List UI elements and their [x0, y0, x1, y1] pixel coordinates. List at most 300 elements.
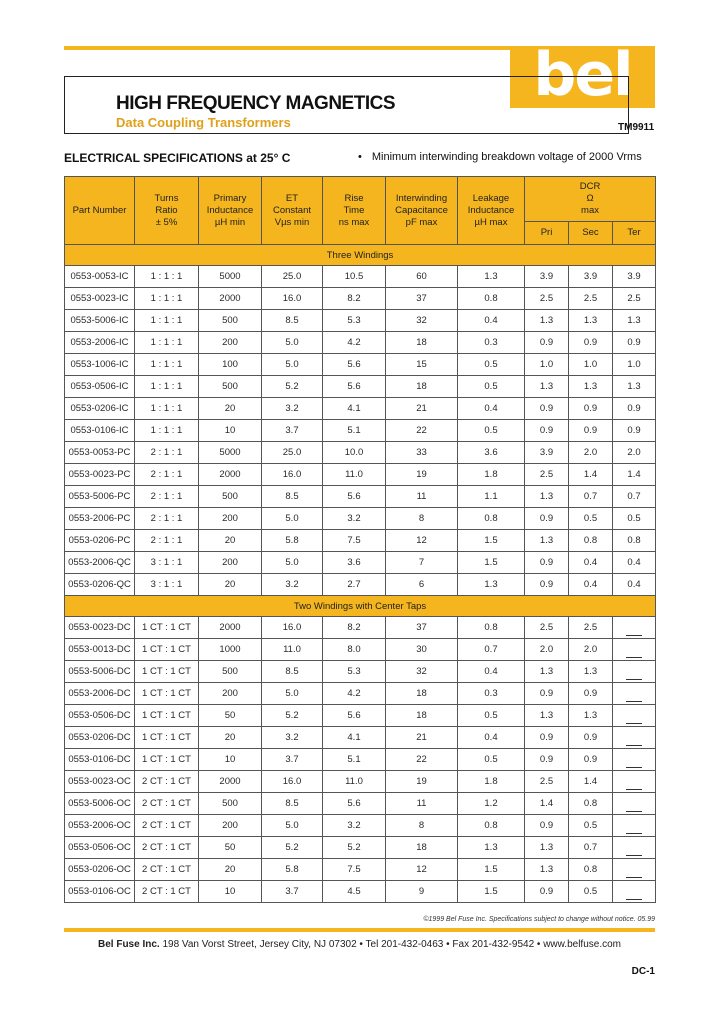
- table-cell: 16.0: [262, 771, 323, 793]
- table-cell: 16.0: [262, 617, 323, 639]
- table-cell: 1.2: [458, 793, 525, 815]
- table-cell: 1.3: [569, 376, 613, 398]
- table-cell: 0.9: [525, 683, 569, 705]
- table-cell: 32: [386, 310, 458, 332]
- table-cell: 8.5: [262, 486, 323, 508]
- table-cell: 10.0: [323, 442, 386, 464]
- table-cell: 60: [386, 266, 458, 288]
- table-cell: 25.0: [262, 266, 323, 288]
- table-cell: 11: [386, 793, 458, 815]
- table-row: [65, 639, 656, 661]
- table-cell: 1 CT : 1 CT: [135, 683, 199, 705]
- table-cell: 0553-0023-DC: [65, 617, 135, 639]
- table-cell: 5.8: [262, 530, 323, 552]
- dash-mark: [626, 781, 642, 790]
- table-cell: 0553-0206-IC: [65, 398, 135, 420]
- table-cell: 2000: [199, 288, 262, 310]
- table-cell: 8.5: [262, 793, 323, 815]
- table-cell: 10: [199, 881, 262, 903]
- table-cell: 1.0: [613, 354, 656, 376]
- table-cell: 200: [199, 815, 262, 837]
- table-cell: 500: [199, 376, 262, 398]
- table-row: [65, 837, 656, 859]
- table-cell: 1.3: [569, 310, 613, 332]
- table-cell: 5000: [199, 442, 262, 464]
- table-cell: 0.7: [569, 486, 613, 508]
- table-cell: 5.8: [262, 859, 323, 881]
- table-cell: 0553-2006-QC: [65, 552, 135, 574]
- table-cell: 0.8: [569, 859, 613, 881]
- table-cell: 3.9: [525, 266, 569, 288]
- table-cell: 33: [386, 442, 458, 464]
- table-row: [65, 815, 656, 837]
- table-cell: 10.5: [323, 266, 386, 288]
- table-cell: 10: [199, 420, 262, 442]
- table-cell: 0553-2006-IC: [65, 332, 135, 354]
- table-cell: 0.9: [525, 552, 569, 574]
- table-cell: 1.5: [458, 859, 525, 881]
- table-cell: 1.3: [525, 661, 569, 683]
- table-cell: 0.4: [613, 552, 656, 574]
- table-cell: 0553-0206-QC: [65, 574, 135, 596]
- table-cell: 1 : 1 : 1: [135, 266, 199, 288]
- table-cell: 2 CT : 1 CT: [135, 837, 199, 859]
- table-row: [65, 464, 656, 486]
- table-cell: 1 : 1 : 1: [135, 310, 199, 332]
- table-cell: 0.5: [613, 508, 656, 530]
- table-cell: 0.4: [458, 310, 525, 332]
- table-cell: 5.0: [262, 508, 323, 530]
- table-cell: 3.2: [323, 815, 386, 837]
- table-cell: 0.9: [569, 683, 613, 705]
- table-cell: [613, 661, 656, 683]
- table-cell: 100: [199, 354, 262, 376]
- document-code: TM9911: [618, 122, 655, 133]
- table-cell: [613, 705, 656, 727]
- table-cell: 5.1: [323, 420, 386, 442]
- table-cell: 16.0: [262, 288, 323, 310]
- dash-mark: [626, 869, 642, 878]
- table-cell: 500: [199, 486, 262, 508]
- table-cell: 0.9: [525, 332, 569, 354]
- table-cell: 0.8: [458, 617, 525, 639]
- table-cell: 0.3: [458, 332, 525, 354]
- table-cell: 0.9: [525, 420, 569, 442]
- table-cell: 11.0: [262, 639, 323, 661]
- table-row: [65, 727, 656, 749]
- table-cell: 2.5: [525, 617, 569, 639]
- table-cell: 18: [386, 376, 458, 398]
- table-cell: 22: [386, 749, 458, 771]
- dash-mark: [626, 803, 642, 812]
- table-cell: 5.6: [323, 793, 386, 815]
- table-cell: 2.5: [569, 288, 613, 310]
- table-cell: 5.6: [323, 705, 386, 727]
- section-title: Three Windings: [65, 245, 656, 266]
- table-cell: 5.3: [323, 661, 386, 683]
- section-title: Two Windings with Center Taps: [65, 596, 656, 617]
- table-cell: 0.9: [525, 815, 569, 837]
- table-cell: 0.4: [458, 661, 525, 683]
- table-cell: [613, 815, 656, 837]
- table-cell: 0.9: [525, 574, 569, 596]
- table-cell: 0553-1006-IC: [65, 354, 135, 376]
- table-cell: 0.5: [569, 508, 613, 530]
- table-row: [65, 552, 656, 574]
- table-cell: 21: [386, 398, 458, 420]
- dash-mark: [626, 627, 642, 636]
- table-cell: 12: [386, 859, 458, 881]
- table-cell: 3.9: [613, 266, 656, 288]
- table-cell: [613, 727, 656, 749]
- table-cell: 0.9: [569, 727, 613, 749]
- table-cell: 10: [199, 749, 262, 771]
- col-part-number: Part Number: [65, 177, 135, 245]
- table-cell: 16.0: [262, 464, 323, 486]
- table-cell: 0553-2006-DC: [65, 683, 135, 705]
- table-cell: 5.2: [262, 705, 323, 727]
- table-cell: 2 CT : 1 CT: [135, 815, 199, 837]
- table-row: [65, 332, 656, 354]
- table-cell: 4.5: [323, 881, 386, 903]
- table-cell: 8.5: [262, 661, 323, 683]
- dash-mark: [626, 759, 642, 768]
- col-turns-ratio: Turns Ratio ± 5%: [135, 177, 199, 245]
- table-cell: 500: [199, 661, 262, 683]
- table-cell: 30: [386, 639, 458, 661]
- spec-table-body: [65, 245, 656, 903]
- table-row: [65, 398, 656, 420]
- table-cell: 1.8: [458, 771, 525, 793]
- table-cell: [613, 837, 656, 859]
- table-cell: [613, 683, 656, 705]
- copyright-note: ©1999 Bel Fuse Inc. Specifications subject to change without notice. 05.99: [423, 916, 655, 923]
- table-cell: 3.6: [458, 442, 525, 464]
- table-cell: 5.0: [262, 354, 323, 376]
- table-cell: 0.9: [569, 332, 613, 354]
- table-cell: 1 : 1 : 1: [135, 398, 199, 420]
- table-cell: 1000: [199, 639, 262, 661]
- table-cell: 0553-5006-PC: [65, 486, 135, 508]
- table-cell: 22: [386, 420, 458, 442]
- table-cell: 200: [199, 683, 262, 705]
- table-cell: 0553-2006-PC: [65, 508, 135, 530]
- dash-mark: [626, 737, 642, 746]
- section-row: [65, 245, 656, 266]
- table-cell: 7.5: [323, 859, 386, 881]
- table-cell: 0553-0013-DC: [65, 639, 135, 661]
- table-cell: 4.1: [323, 398, 386, 420]
- table-row: [65, 574, 656, 596]
- table-cell: 0553-0206-DC: [65, 727, 135, 749]
- table-cell: 2.0: [569, 442, 613, 464]
- table-cell: 0.5: [458, 749, 525, 771]
- table-cell: 0553-0206-OC: [65, 859, 135, 881]
- table-row: [65, 530, 656, 552]
- breakdown-note-text: Minimum interwinding breakdown voltage of 2000 Vrms: [371, 151, 642, 163]
- table-cell: 11.0: [323, 464, 386, 486]
- table-cell: 0.9: [613, 332, 656, 354]
- table-cell: 0.7: [458, 639, 525, 661]
- table-cell: 37: [386, 617, 458, 639]
- table-cell: 1 : 1 : 1: [135, 420, 199, 442]
- table-cell: 200: [199, 552, 262, 574]
- table-cell: 0.3: [458, 683, 525, 705]
- table-cell: 1 : 1 : 1: [135, 332, 199, 354]
- table-row: [65, 486, 656, 508]
- table-row: [65, 310, 656, 332]
- table-cell: 0.5: [458, 354, 525, 376]
- table-cell: 1.3: [458, 837, 525, 859]
- table-cell: 11.0: [323, 771, 386, 793]
- table-cell: 1.1: [458, 486, 525, 508]
- table-cell: 0.8: [613, 530, 656, 552]
- table-cell: 2 : 1 : 1: [135, 508, 199, 530]
- table-row: [65, 420, 656, 442]
- table-cell: 1.5: [458, 530, 525, 552]
- table-cell: [613, 749, 656, 771]
- table-cell: 3.2: [323, 508, 386, 530]
- table-row: [65, 617, 656, 639]
- dash-mark: [626, 825, 642, 834]
- page-subtitle: Data Coupling Transformers: [116, 115, 291, 130]
- table-cell: 3.9: [525, 442, 569, 464]
- table-cell: 2 CT : 1 CT: [135, 793, 199, 815]
- table-cell: 18: [386, 683, 458, 705]
- table-cell: 2 CT : 1 CT: [135, 771, 199, 793]
- table-cell: 3.2: [262, 574, 323, 596]
- table-row: [65, 683, 656, 705]
- breakdown-note: [358, 151, 642, 163]
- table-cell: 2000: [199, 464, 262, 486]
- table-cell: 0.9: [613, 420, 656, 442]
- table-cell: 4.2: [323, 332, 386, 354]
- table-cell: 20: [199, 859, 262, 881]
- footer-accent-bar: [64, 928, 655, 932]
- table-row: [65, 793, 656, 815]
- table-cell: 1.3: [613, 310, 656, 332]
- table-cell: 3.7: [262, 420, 323, 442]
- table-cell: 2.0: [613, 442, 656, 464]
- company-name: Bel Fuse Inc.: [98, 939, 160, 950]
- dash-mark: [626, 693, 642, 702]
- table-cell: 1 CT : 1 CT: [135, 617, 199, 639]
- table-cell: 0553-0206-PC: [65, 530, 135, 552]
- col-dcr: DCR Ω max: [525, 177, 656, 222]
- col-primary-inductance: Primary Inductance µH min: [199, 177, 262, 245]
- table-cell: 1.3: [613, 376, 656, 398]
- table-cell: 0.9: [525, 881, 569, 903]
- table-row: [65, 661, 656, 683]
- table-cell: 1.3: [525, 530, 569, 552]
- table-cell: 12: [386, 530, 458, 552]
- table-cell: 50: [199, 837, 262, 859]
- table-cell: 500: [199, 310, 262, 332]
- table-cell: 1.3: [569, 661, 613, 683]
- table-cell: 8.2: [323, 288, 386, 310]
- table-cell: 0553-5006-IC: [65, 310, 135, 332]
- table-cell: 5.2: [262, 376, 323, 398]
- table-cell: 5.0: [262, 815, 323, 837]
- table-cell: 1 : 1 : 1: [135, 288, 199, 310]
- table-cell: 0.4: [458, 398, 525, 420]
- dash-mark: [626, 715, 642, 724]
- table-cell: 20: [199, 727, 262, 749]
- table-cell: 0553-0106-DC: [65, 749, 135, 771]
- table-cell: 19: [386, 771, 458, 793]
- col-dcr-pri: Pri: [525, 222, 569, 245]
- table-cell: 8.2: [323, 617, 386, 639]
- table-cell: 1.4: [569, 771, 613, 793]
- table-cell: 0553-0506-IC: [65, 376, 135, 398]
- table-cell: 0553-0506-OC: [65, 837, 135, 859]
- table-cell: 21: [386, 727, 458, 749]
- table-cell: 1.3: [525, 859, 569, 881]
- table-cell: 0.8: [458, 508, 525, 530]
- table-cell: 20: [199, 530, 262, 552]
- table-cell: 1.4: [613, 464, 656, 486]
- table-cell: 0.9: [525, 508, 569, 530]
- table-cell: 1.8: [458, 464, 525, 486]
- table-cell: 0.7: [613, 486, 656, 508]
- table-cell: 0.9: [525, 749, 569, 771]
- table-cell: 5.0: [262, 332, 323, 354]
- table-row: [65, 354, 656, 376]
- table-cell: 0553-0053-PC: [65, 442, 135, 464]
- table-cell: 1.5: [458, 552, 525, 574]
- table-cell: 1.3: [569, 705, 613, 727]
- col-dcr-sec: Sec: [569, 222, 613, 245]
- table-cell: 2 : 1 : 1: [135, 486, 199, 508]
- table-cell: 3.2: [262, 727, 323, 749]
- table-row: [65, 705, 656, 727]
- table-cell: 0.5: [569, 881, 613, 903]
- table-cell: 0553-0023-PC: [65, 464, 135, 486]
- table-cell: 3 : 1 : 1: [135, 574, 199, 596]
- table-cell: 3.7: [262, 881, 323, 903]
- table-cell: 11: [386, 486, 458, 508]
- col-rise-time: Rise Time ns max: [323, 177, 386, 245]
- table-cell: 15: [386, 354, 458, 376]
- table-cell: 0.4: [613, 574, 656, 596]
- table-cell: 8.5: [262, 310, 323, 332]
- col-dcr-ter: Ter: [613, 222, 656, 245]
- table-cell: 19: [386, 464, 458, 486]
- address-text: 198 Van Vorst Street, Jersey City, NJ 07302 • Tel 201-432-0463 • Fax 201-432-9542 • www.belfuse.com: [162, 939, 621, 950]
- table-cell: 1.3: [525, 837, 569, 859]
- table-cell: [613, 881, 656, 903]
- table-cell: 0.9: [569, 420, 613, 442]
- table-cell: 5.1: [323, 749, 386, 771]
- company-address: [64, 939, 655, 950]
- table-cell: 2.5: [569, 617, 613, 639]
- table-row: [65, 288, 656, 310]
- table-cell: 2 : 1 : 1: [135, 464, 199, 486]
- table-cell: [613, 771, 656, 793]
- dash-mark: [626, 671, 642, 680]
- table-cell: [613, 793, 656, 815]
- table-cell: 2.5: [525, 771, 569, 793]
- table-cell: 9: [386, 881, 458, 903]
- table-cell: 1 CT : 1 CT: [135, 661, 199, 683]
- table-cell: 0.8: [458, 815, 525, 837]
- table-cell: 5.0: [262, 552, 323, 574]
- table-cell: 2000: [199, 617, 262, 639]
- table-cell: 0553-0053-IC: [65, 266, 135, 288]
- table-cell: 200: [199, 332, 262, 354]
- table-cell: 1 CT : 1 CT: [135, 705, 199, 727]
- page-number: DC-1: [631, 966, 655, 977]
- dash-mark: [626, 847, 642, 856]
- table-cell: 0.5: [458, 376, 525, 398]
- table-cell: 0553-2006-OC: [65, 815, 135, 837]
- table-cell: 1 CT : 1 CT: [135, 727, 199, 749]
- table-cell: 500: [199, 793, 262, 815]
- table-cell: 0.8: [569, 793, 613, 815]
- table-row: [65, 749, 656, 771]
- bullet-icon: •: [358, 151, 362, 163]
- table-cell: 0.8: [458, 288, 525, 310]
- table-cell: 0.4: [569, 552, 613, 574]
- table-cell: 3.6: [323, 552, 386, 574]
- table-cell: 18: [386, 705, 458, 727]
- title-box: [64, 76, 629, 134]
- table-cell: 1.3: [525, 376, 569, 398]
- table-row: [65, 771, 656, 793]
- table-cell: 0553-0506-DC: [65, 705, 135, 727]
- table-cell: 1.3: [525, 310, 569, 332]
- table-cell: 32: [386, 661, 458, 683]
- table-cell: 7: [386, 552, 458, 574]
- table-cell: 1.4: [569, 464, 613, 486]
- table-cell: 4.1: [323, 727, 386, 749]
- table-cell: 18: [386, 332, 458, 354]
- table-cell: 200: [199, 508, 262, 530]
- table-cell: 1.5: [458, 881, 525, 903]
- table-cell: 0553-0023-IC: [65, 288, 135, 310]
- table-cell: 0.4: [569, 574, 613, 596]
- table-cell: 0.7: [569, 837, 613, 859]
- table-cell: 8: [386, 815, 458, 837]
- table-cell: 1 : 1 : 1: [135, 354, 199, 376]
- dash-mark: [626, 649, 642, 658]
- table-cell: 5.6: [323, 486, 386, 508]
- table-cell: 2000: [199, 771, 262, 793]
- table-cell: 2.0: [569, 639, 613, 661]
- table-cell: 2 CT : 1 CT: [135, 859, 199, 881]
- table-cell: 0553-0106-OC: [65, 881, 135, 903]
- table-cell: 8.0: [323, 639, 386, 661]
- table-row: [65, 508, 656, 530]
- col-et-constant: ET Constant Vµs min: [262, 177, 323, 245]
- table-row: [65, 376, 656, 398]
- table-cell: 1 : 1 : 1: [135, 376, 199, 398]
- table-cell: 0553-5006-OC: [65, 793, 135, 815]
- table-cell: 0553-0106-IC: [65, 420, 135, 442]
- spec-heading: ELECTRICAL SPECIFICATIONS at 25° C: [64, 151, 291, 165]
- table-cell: 2.5: [525, 464, 569, 486]
- table-cell: 3.7: [262, 749, 323, 771]
- table-cell: 2.5: [613, 288, 656, 310]
- table-cell: 7.5: [323, 530, 386, 552]
- spec-table: [64, 176, 656, 903]
- table-cell: 50: [199, 705, 262, 727]
- table-cell: 0.9: [569, 398, 613, 420]
- section-row: [65, 596, 656, 617]
- table-cell: 1.3: [525, 486, 569, 508]
- table-cell: 5.2: [262, 837, 323, 859]
- table-cell: 0.5: [458, 705, 525, 727]
